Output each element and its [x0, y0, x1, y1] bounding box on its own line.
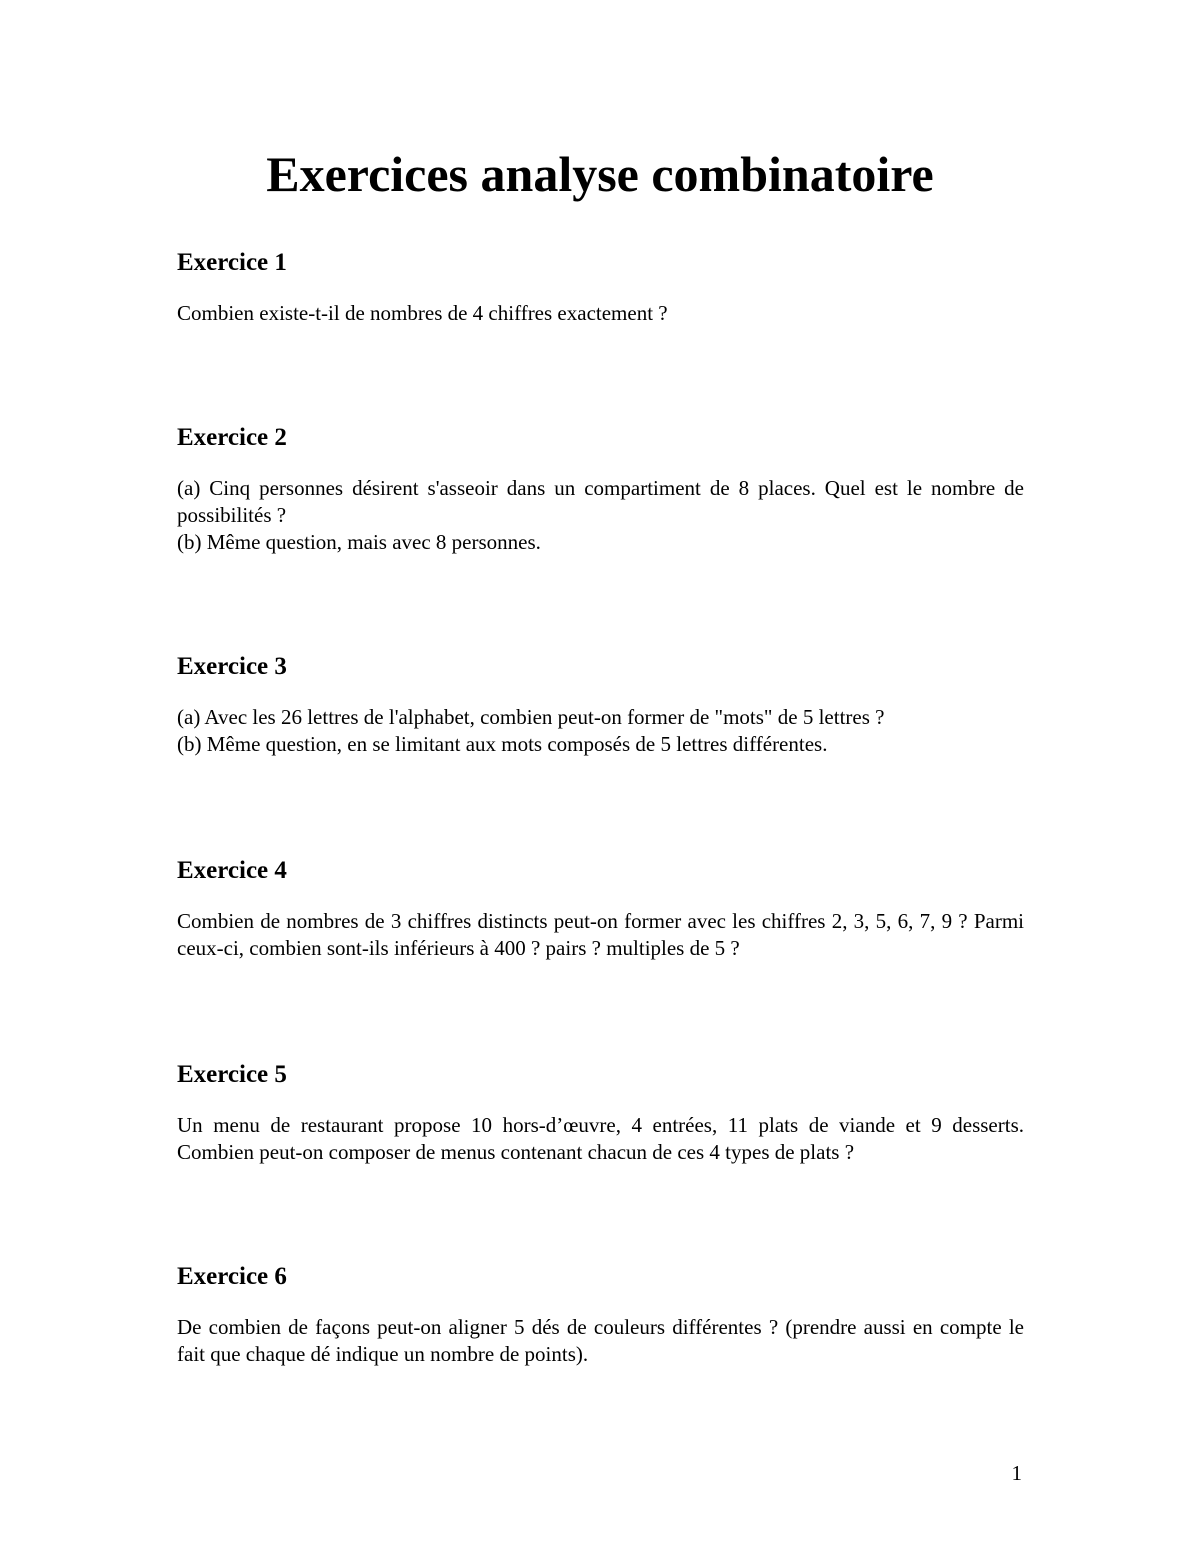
exercise-2: [177, 423, 1024, 556]
page-number: 1: [1011, 1461, 1022, 1485]
exercise-heading: Exercice 5: [177, 1061, 287, 1088]
exercise-line: De combien de façons peut-on aligner 5 dés de couleurs différentes ? (prendre aussi en compte le fait que chaque dé indique un nombre de points).: [177, 1315, 1024, 1366]
exercise-5: [177, 1060, 1024, 1166]
exercise-heading: Exercice 1: [177, 249, 287, 276]
exercise-text: [177, 300, 1024, 327]
exercise-heading: Exercice 4: [177, 857, 287, 884]
exercise-line: (a) Avec les 26 lettres de l'alphabet, combien peut-on former de "mots" de 5 lettres ?: [177, 705, 885, 729]
exercise-text: [177, 704, 1024, 758]
exercise-line: Combien existe-t-il de nombres de 4 chiffres exactement ?: [177, 301, 668, 325]
exercise-text: [177, 475, 1024, 556]
exercise-6: [177, 1262, 1024, 1368]
exercise-heading: Exercice 3: [177, 653, 287, 680]
exercise-text: [177, 1112, 1024, 1166]
exercise-text: [177, 1314, 1024, 1368]
exercise-4: [177, 856, 1024, 962]
exercise-line: (a) Cinq personnes désirent s'asseoir dans un compartiment de 8 places. Quel est le nombre de possibilités ?: [177, 476, 1024, 527]
exercise-line: Combien de nombres de 3 chiffres distincts peut-on former avec les chiffres 2, 3, 5, 6, 7, 9 ? Parmi ceux-ci, combien sont-ils inférieurs à 400 ? pairs ? multiples de 5 ?: [177, 909, 1024, 960]
exercise-text: [177, 908, 1024, 962]
exercise-line: (b) Même question, en se limitant aux mots composés de 5 lettres différentes.: [177, 732, 828, 756]
document-title: Exercices analyse combinatoire: [266, 146, 934, 202]
exercise-heading: Exercice 2: [177, 424, 287, 451]
exercise-line: Un menu de restaurant propose 10 hors-d’œuvre, 4 entrées, 11 plats de viande et 9 desserts. Combien peut-on composer de menus contenant chacun de ces 4 types de plats ?: [177, 1113, 1024, 1164]
exercise-3: [177, 652, 1024, 758]
exercise-line: (b) Même question, mais avec 8 personnes.: [177, 530, 541, 554]
exercise-1: [177, 248, 1024, 327]
exercise-heading: Exercice 6: [177, 1263, 287, 1290]
